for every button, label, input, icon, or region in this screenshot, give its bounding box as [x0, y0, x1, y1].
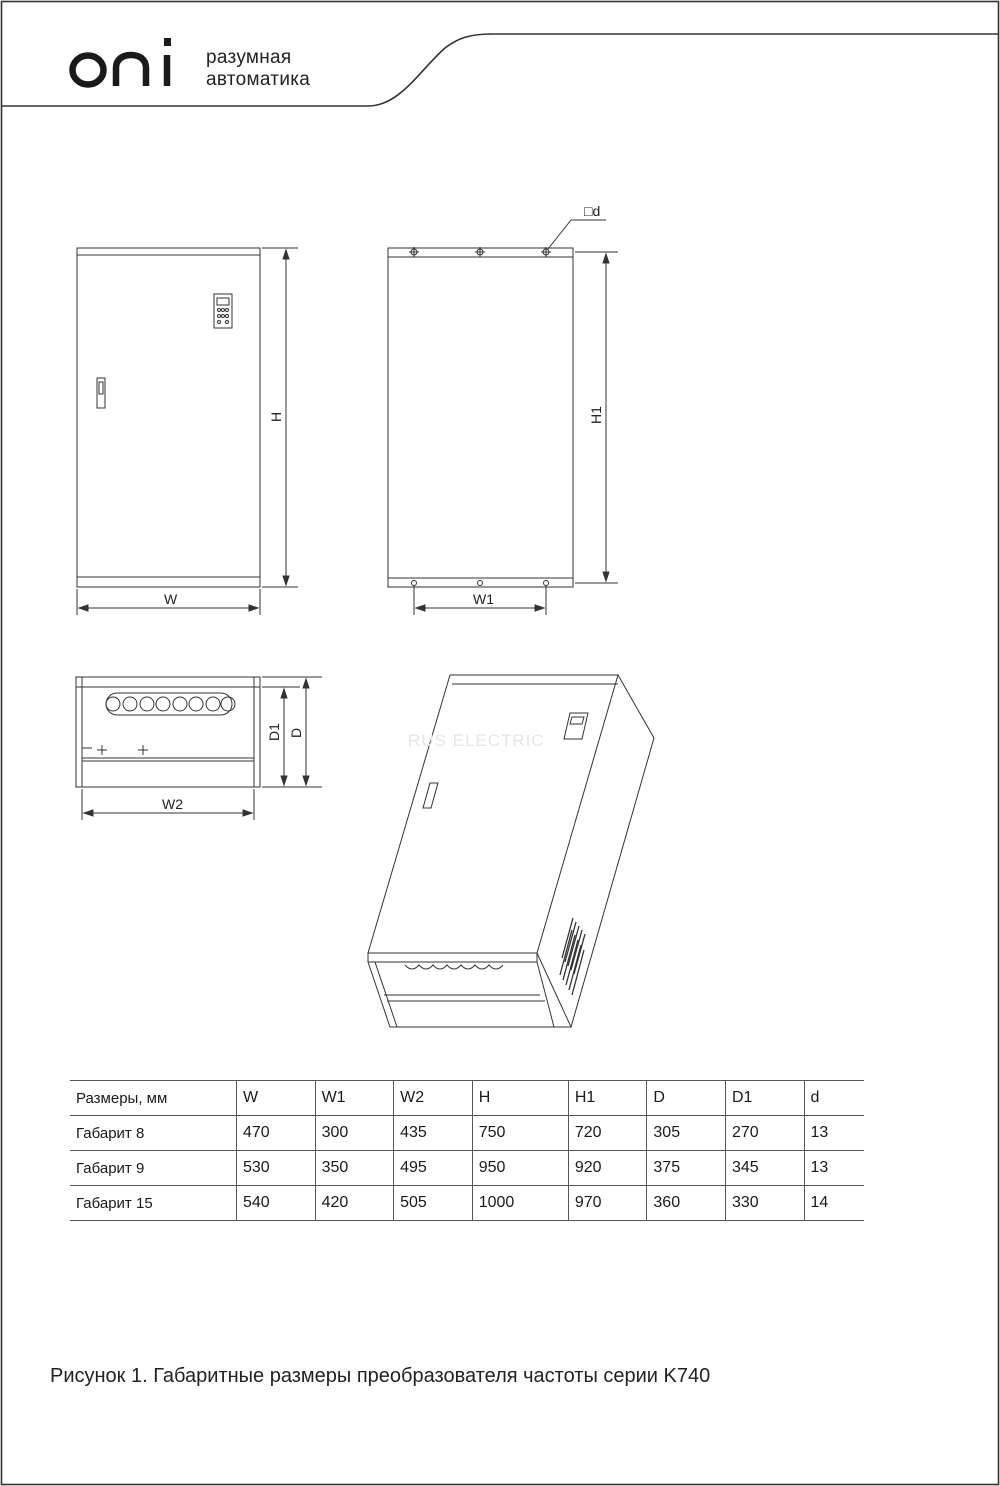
- table-cell: 13: [804, 1151, 864, 1186]
- table-cell: Габарит 9: [70, 1151, 237, 1186]
- table-cell: 350: [315, 1151, 394, 1186]
- table-cell: Габарит 8: [70, 1116, 237, 1151]
- watermark: RUS ELECTRIC: [408, 731, 545, 750]
- label-w2: W2: [162, 796, 183, 812]
- table-row: [70, 1151, 864, 1186]
- table-cell: 420: [315, 1186, 394, 1221]
- vent-slots: [560, 918, 585, 995]
- label-w: W: [164, 591, 178, 607]
- table-header-row: [70, 1081, 864, 1116]
- figure-caption: Рисунок 1. Габаритные размеры преобразователя частоты серии K740: [50, 1365, 711, 1387]
- table-cell: 375: [647, 1151, 726, 1186]
- tagline-line-2: автоматика: [206, 69, 311, 90]
- back-view: [388, 220, 618, 615]
- table-cell: 270: [725, 1116, 804, 1151]
- table-cell: 540: [237, 1186, 316, 1221]
- table-header-cell: D1: [725, 1081, 804, 1116]
- table-cell: 495: [394, 1151, 473, 1186]
- table-header-cell: H: [472, 1081, 568, 1116]
- label-d1: D1: [266, 723, 282, 741]
- table-cell: 970: [568, 1186, 647, 1221]
- label-d: D: [288, 727, 304, 738]
- front-view: [77, 248, 298, 615]
- table-cell: 435: [394, 1116, 473, 1151]
- table-cell: 360: [647, 1186, 726, 1221]
- table-row: [70, 1186, 864, 1221]
- table-row: [70, 1116, 864, 1151]
- table-cell: 505: [394, 1186, 473, 1221]
- label-w1: W1: [473, 591, 494, 607]
- dimensions-table: [70, 1080, 864, 1221]
- table-header-cell: d: [804, 1081, 864, 1116]
- table-cell: 330: [725, 1186, 804, 1221]
- table-header-cell: W1: [315, 1081, 394, 1116]
- bottom-view: [76, 677, 322, 820]
- table-cell: 950: [472, 1151, 568, 1186]
- table-cell: 305: [647, 1116, 726, 1151]
- isometric-view: [368, 675, 654, 1027]
- table-cell: 1000: [472, 1186, 568, 1221]
- table-cell: 470: [237, 1116, 316, 1151]
- label-hole-d: □d: [584, 203, 601, 219]
- table-cell: 345: [725, 1151, 804, 1186]
- table-cell: 720: [568, 1116, 647, 1151]
- table-cell: 14: [804, 1186, 864, 1221]
- table-header-cell: W: [237, 1081, 316, 1116]
- table-cell: 750: [472, 1116, 568, 1151]
- tagline-line-1: разумная: [206, 47, 292, 68]
- table-header-cell: H1: [568, 1081, 647, 1116]
- label-h: H: [268, 411, 284, 422]
- table-cell: Габарит 15: [70, 1186, 237, 1221]
- table-cell: 13: [804, 1116, 864, 1151]
- table-header-cell: Размеры, мм: [70, 1081, 237, 1116]
- table-cell: 300: [315, 1116, 394, 1151]
- table-cell: 530: [237, 1151, 316, 1186]
- table-cell: 920: [568, 1151, 647, 1186]
- table-header-cell: W2: [394, 1081, 473, 1116]
- label-h1: H1: [588, 406, 604, 424]
- table-header-cell: D: [647, 1081, 726, 1116]
